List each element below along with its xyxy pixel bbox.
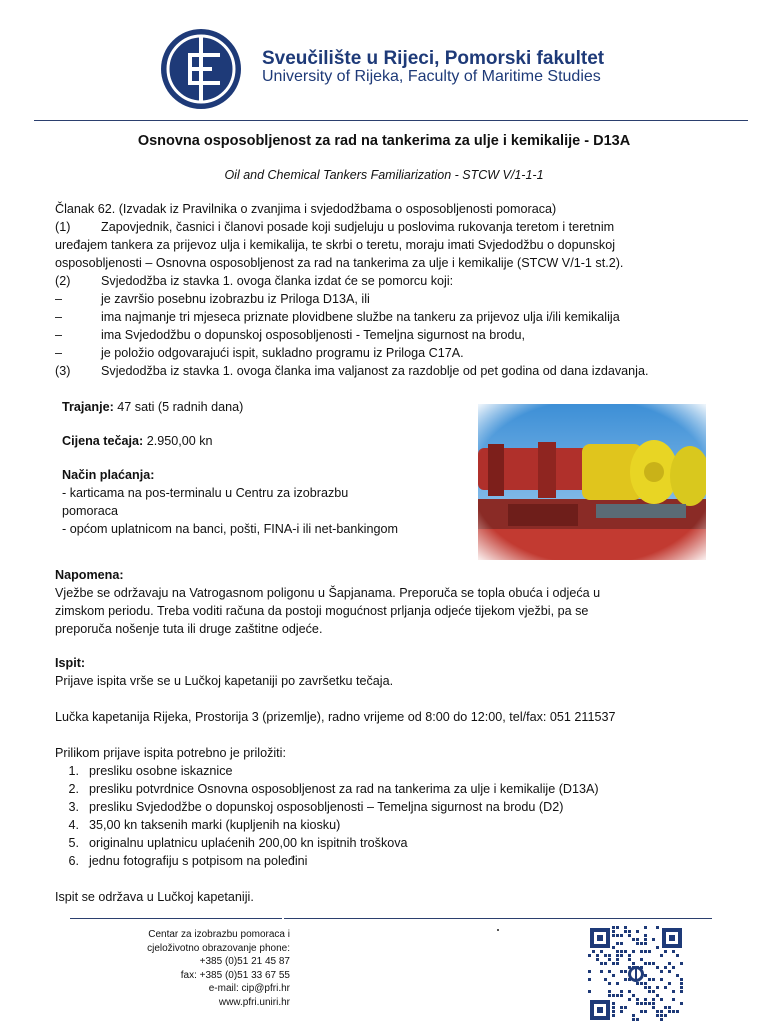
list-text: presliku potvrdnice Osnovna osposobljenost za rad na tankerima za ulje i kemikalije (D13A) xyxy=(89,782,599,796)
footer-website[interactable]: www.pfri.uniri.hr xyxy=(218,996,290,1008)
list-text: 35,00 kn taksenih marki (kupljenih na kiosku) xyxy=(89,818,341,832)
bullet-text: je završio posebnu izobrazbu iz Priloga D13A, ili xyxy=(101,292,370,306)
exam-closing: Ispit se održava u Lučkoj kapetaniji. xyxy=(55,890,254,904)
university-name-hr: Sveučilište u Rijeci, Pomorski fakultet xyxy=(262,48,605,69)
list-item xyxy=(55,816,616,834)
duration-value: 47 sati (5 radnih dana) xyxy=(113,400,244,414)
bullet-text: ima Svjedodžbu o dopunskoj osposobljenosti - Temeljna sigurnost na brodu, xyxy=(101,328,526,342)
university-logo-icon xyxy=(160,28,242,110)
footer-line: Centar za izobrazbu pomoraca i xyxy=(148,929,290,940)
list-item xyxy=(55,308,648,326)
article-intro: Članak 62. (Izvadak iz Pravilnika o zvanjima i svjedodžbama o osposobljenosti pomoraca) xyxy=(55,202,557,216)
price-value: 2.950,00 kn xyxy=(143,434,213,448)
note-text: preporuča nošenje tuta ili druge zaštitne odjeće. xyxy=(55,622,323,636)
bullet-text: ima najmanje tri mjeseca priznate plovidbene službe na tankeru za prijevoz ulja i/ili kemikalija xyxy=(101,310,620,324)
note-label: Napomena: xyxy=(55,568,124,582)
list-text: jednu fotografiju s potpisom na poleđini xyxy=(89,854,308,868)
list-number: 3. xyxy=(68,800,79,814)
paragraph-label: (2) xyxy=(55,274,71,288)
tanker-pipes-photo xyxy=(478,404,706,560)
page-title: Osnovna osposobljenost za rad na tankerima za ulje i kemikalije - D13A xyxy=(137,133,631,149)
bullet-text: je položio odgovarajući ispit, sukladno programu iz Priloga C17A. xyxy=(101,346,464,360)
list-number: 4. xyxy=(68,818,79,832)
list-item xyxy=(55,762,616,780)
article-section xyxy=(55,200,648,380)
course-info xyxy=(62,398,398,538)
paragraph-text: uređajem tankera za prijevoz ulja i kemikalija, te skrbi o teretu, moraju imati Svjedodžbu o dopunskoj xyxy=(55,238,615,252)
dash-bullet: – xyxy=(55,346,63,360)
list-text: presliku osobne iskaznice xyxy=(89,764,233,778)
dash-bullet: – xyxy=(55,328,63,342)
paragraph-label: (1) xyxy=(55,220,71,234)
exam-text: Prijave ispita vrše se u Lučkoj kapetaniji po završetku tečaja. xyxy=(55,674,394,688)
payment-label: Način plaćanja: xyxy=(62,468,155,482)
paragraph-text: osposobljenosti – Osnovna osposobljenost za rad na tankerima za ulje i kemikalije (STCW V/1-1 st.2). xyxy=(55,256,624,270)
decorative-dot xyxy=(497,929,499,931)
footer-phone: +385 (0)51 21 45 87 xyxy=(199,956,290,968)
list-number: 2. xyxy=(68,782,79,796)
list-item xyxy=(55,290,648,308)
duration-label: Trajanje: xyxy=(62,400,114,414)
list-number: 6. xyxy=(68,854,79,868)
list-text: originalnu uplatnicu uplaćenih 200,00 kn ispitnih troškova xyxy=(89,836,408,850)
list-item xyxy=(55,834,616,852)
list-item xyxy=(55,852,616,870)
note-section xyxy=(55,566,600,638)
footer-divider xyxy=(70,918,282,919)
paragraph-text: Svjedodžba iz stavka 1. ovoga članka ima valjanost za razdoblje od pet godina od dana izdavanja. xyxy=(101,364,649,378)
exam-docs-intro: Prilikom prijave ispita potrebno je priložiti: xyxy=(55,746,286,760)
footer-divider xyxy=(284,918,712,919)
paragraph-text: Zapovjednik, časnici i članovi posade koji sudjeluju u poslovima rukovanja teretom i teretnim xyxy=(101,220,615,234)
footer-fax: fax: +385 (0)51 33 67 55 xyxy=(180,969,290,981)
price-label: Cijena tečaja: xyxy=(62,434,144,448)
list-item xyxy=(55,798,616,816)
exam-section xyxy=(55,654,616,906)
list-number: 5. xyxy=(68,836,79,850)
header-divider xyxy=(34,120,748,121)
exam-docs-list xyxy=(55,762,616,870)
list-text: presliku Svjedodžbe o dopunskoj osposobljenosti – Temeljna sigurnost na brodu (D2) xyxy=(89,800,564,814)
note-text: Vježbe se održavaju na Vatrogasnom poligonu u Šapjanama. Preporuča se topla obuća i odjeća u xyxy=(55,586,601,600)
exam-office: Lučka kapetanija Rijeka, Prostorija 3 (prizemlje), radno vrijeme od 8:00 do 12:00, tel/fax: 051 211537 xyxy=(55,710,616,724)
note-text: zimskom periodu. Treba voditi računa da postoji mogućnost prljanja odjeće tijekom vježbi, pa se xyxy=(55,604,589,618)
page-subtitle: Oil and Chemical Tankers Familiarization - STCW V/1-1-1 xyxy=(224,168,544,182)
list-item xyxy=(55,344,648,362)
list-item xyxy=(55,780,616,798)
university-name-en: University of Rijeka, Faculty of Maritime Studies xyxy=(262,68,601,85)
list-item xyxy=(55,326,648,344)
footer-line: cjeloživotno obrazovanje phone: xyxy=(147,942,290,954)
qr-code-icon[interactable] xyxy=(588,926,684,1022)
footer-email[interactable]: e-mail: cip@pfri.hr xyxy=(208,983,290,995)
exam-label: Ispit: xyxy=(55,656,86,670)
payment-line: - karticama na pos-terminalu u Centru za izobrazbu xyxy=(62,486,349,500)
paragraph-label: (3) xyxy=(55,364,71,378)
payment-line: - općom uplatnicom na banci, pošti, FINA-i ili net-bankingom xyxy=(62,522,398,536)
paragraph-text: Svjedodžba iz stavka 1. ovoga članka izdat će se pomorcu koji: xyxy=(101,274,454,288)
dash-bullet: – xyxy=(55,310,63,324)
dash-bullet: – xyxy=(55,292,63,306)
list-number: 1. xyxy=(68,764,79,778)
payment-line: pomoraca xyxy=(62,504,119,518)
footer-contact xyxy=(147,928,290,1010)
